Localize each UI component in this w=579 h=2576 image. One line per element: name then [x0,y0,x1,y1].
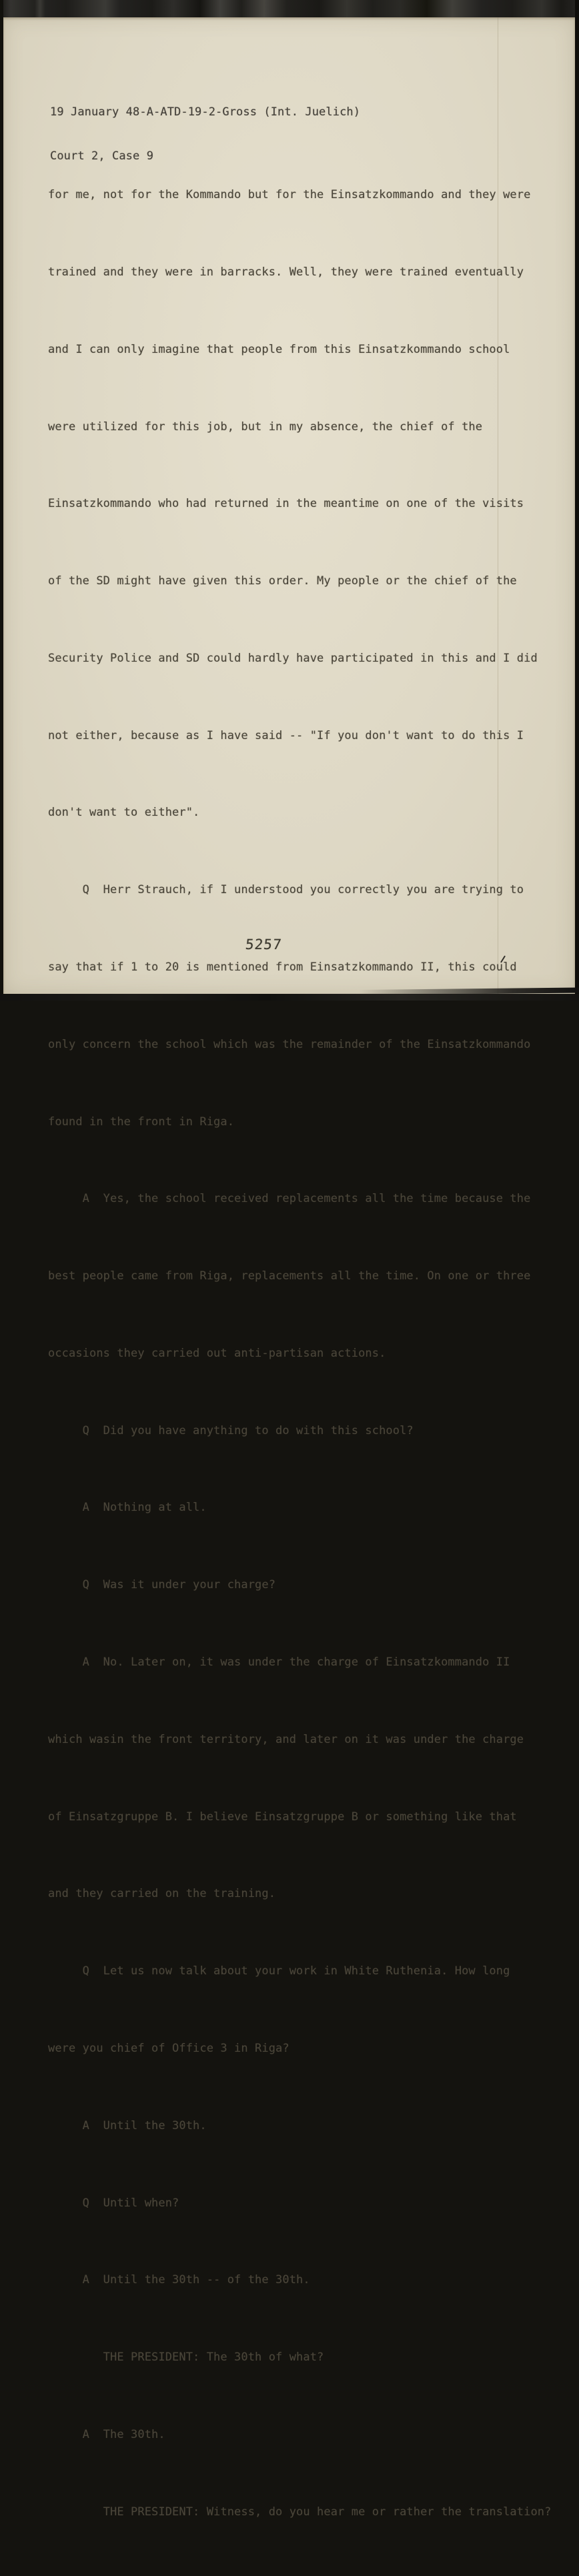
transcript-line: found in the front in Riga. [48,1115,235,1129]
transcript-line: Einsatzkommando who had returned in the meantime on one of the visits [48,497,524,511]
transcript-line: of the SD might have given this order. My people or the chief of the [48,574,517,588]
transcript-line: occasions they carried out anti-partisan actions. [48,1346,386,1360]
transcript-line: THE PRESIDENT: The 30th of what? [48,2351,324,2365]
transcript-line: were you chief of Office 3 in Riga? [48,2041,290,2055]
transcript-line: Q Let us now talk about your work in White Ruthenia. How long [48,1964,510,1978]
transcript-line: and they carried on the training. [48,1887,276,1901]
transcript-line: A Nothing at all. [48,1501,207,1515]
document-page [3,17,575,2519]
transcript-line: were utilized for this job, but in my absence, the chief of the [48,420,483,434]
transcript-line: Q Herr Strauch, if I understood you correctly you are trying to [48,883,524,897]
transcript-line: A Yes, the school received replacements all the time because the [48,1192,531,1206]
transcript-line: Q Until when? [48,2196,179,2210]
film-edge-right [575,0,579,1001]
transcript-line: A No. Later on, it was under the charge of Einsatzkommando II [48,1656,510,1670]
transcript-line: trained and they were in barracks. Well, they were trained eventually [48,265,524,279]
transcript-text [48,131,551,2576]
transcript-line: and I can only imagine that people from this Einsatzkommando school [48,342,510,356]
transcript-line: A The 30th. [48,2427,165,2441]
transcript-line: for me, not for the Kommando but for the Einsatzkommando and they were [48,188,531,202]
transcript-line: not either, because as I have said -- "If you don't want to do this I [48,728,524,742]
transcript-line: Security Police and SD could hardly have participated in this and I did [48,651,538,665]
transcript-line: A Until the 30th -- of the 30th. [48,2273,310,2287]
film-strip-bottom [0,994,579,1001]
transcript-line: which wasin the front territory, and later on it was under the charge [48,1732,524,1746]
header-case-line: 19 January 48-A-ATD-19-2-Gross (Int. Juelich) [50,105,361,119]
transcript-line: don't want to either". [48,806,200,820]
transcript-line: Q Was it under your charge? [48,1578,276,1592]
transcript-line: say that if 1 to 20 is mentioned from Einsatzkommando II, this could [48,960,517,974]
header-court-line: Court 2, Case 9 [50,149,154,163]
transcript-line: Q Did you have anything to do with this school? [48,1423,414,1437]
transcript-line: only concern the school which was the remainder of the Einsatzkommando [48,1037,531,1051]
transcript-line: THE PRESIDENT: Witness, do you hear me or rather the translation? [48,2505,552,2519]
film-strip-top [0,0,579,17]
transcript-line: A Until the 30th. [48,2118,207,2132]
transcript-line: best people came from Riga, replacements all the time. On one or three [48,1269,531,1283]
page-number: 5257 [244,936,283,952]
transcript-line: of Einsatzgruppe B. I believe Einsatzgruppe B or something like that [48,1810,517,1824]
